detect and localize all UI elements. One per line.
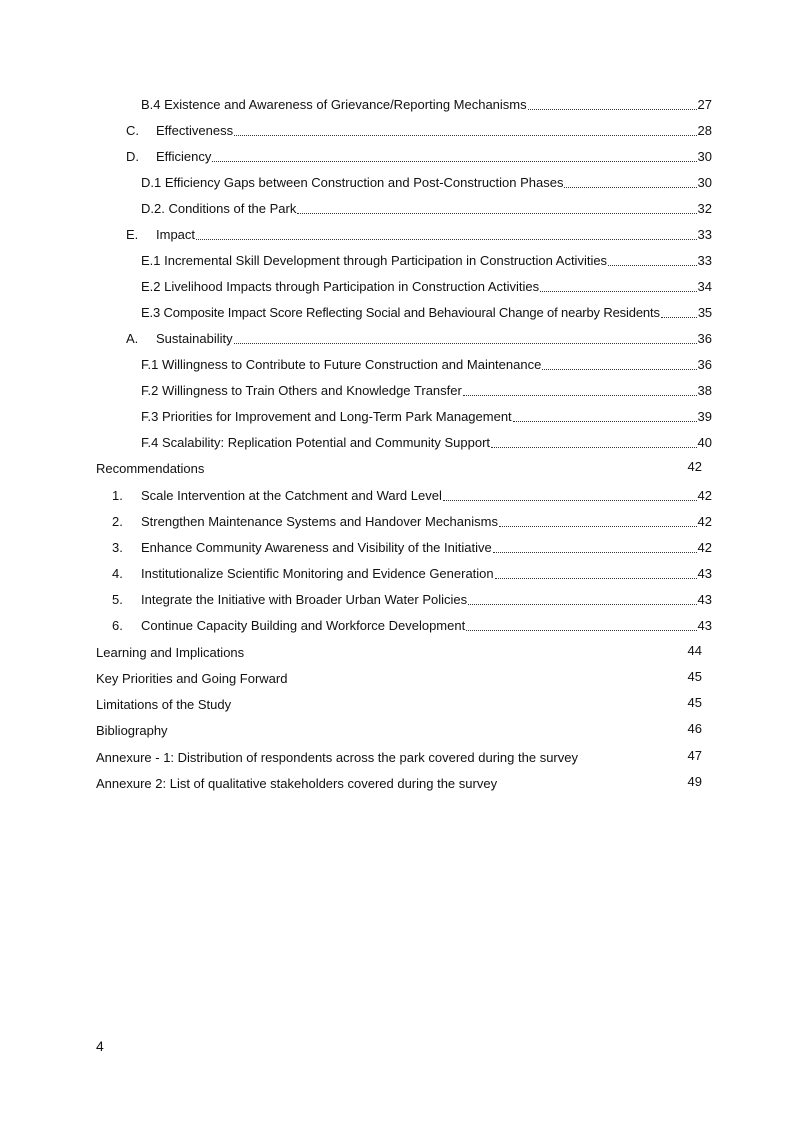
dot-leader xyxy=(528,109,697,110)
toc-entry-label: E.2 Livelihood Impacts through Participation in Construction Activities xyxy=(141,279,540,294)
toc-entry-number: A. xyxy=(126,331,139,346)
dot-leader xyxy=(493,552,697,553)
toc-entry-number: E. xyxy=(126,227,139,242)
toc-entry-page: 30 xyxy=(697,175,712,190)
toc-entry[interactable] xyxy=(141,431,712,451)
toc-entry-label: Key Priorities and Going Forward xyxy=(96,671,288,686)
toc-entry-page: 42 xyxy=(697,488,712,503)
toc-entry-label: Limitations of the Study xyxy=(96,697,232,712)
toc-entry-label: Annexure 2: List of qualitative stakeholders covered during the survey xyxy=(96,776,498,791)
toc-entry-page: 33 xyxy=(697,253,712,268)
toc-entry[interactable] xyxy=(112,562,712,582)
toc-entry-page: 43 xyxy=(697,566,712,581)
toc-entry-page: 45 xyxy=(687,669,702,684)
toc-entry[interactable] xyxy=(126,327,712,347)
toc-entry-page: 49 xyxy=(687,774,702,789)
toc-entry-number: 2. xyxy=(112,514,123,529)
toc-entry-page: 32 xyxy=(697,201,712,216)
toc-entry-label: D.2. Conditions of the Park xyxy=(141,201,297,216)
toc-entry[interactable] xyxy=(96,719,702,739)
toc-entry[interactable] xyxy=(96,667,702,687)
dot-leader xyxy=(491,447,697,448)
toc-entry-number: 5. xyxy=(112,592,123,607)
toc-entry[interactable] xyxy=(141,197,712,217)
toc-entry-label: Effectiveness xyxy=(156,123,234,138)
dot-leader xyxy=(495,578,697,579)
toc-entry[interactable] xyxy=(126,223,712,243)
toc-entry-page: 39 xyxy=(697,409,712,424)
toc-entry-label: Annexure - 1: Distribution of respondents across the park covered during the survey xyxy=(96,750,578,765)
toc-entry-page: 42 xyxy=(697,514,712,529)
toc-entry-label: Bibliography xyxy=(96,723,168,738)
toc-entry-number: C. xyxy=(126,123,139,138)
dot-leader xyxy=(468,604,696,605)
toc-entry-label: E.3 Composite Impact Score Reflecting Social and Behavioural Change of nearby Residents xyxy=(141,305,660,320)
toc-entry[interactable] xyxy=(96,641,702,661)
toc-entry-label: Enhance Community Awareness and Visibility of the Initiative xyxy=(141,540,492,555)
toc-entry-page: 28 xyxy=(697,123,712,138)
toc-entry-page: 42 xyxy=(697,540,712,555)
toc-entry[interactable] xyxy=(141,379,712,399)
toc-entry-number: 1. xyxy=(112,488,123,503)
toc-entry-page: 33 xyxy=(697,227,712,242)
dot-leader xyxy=(234,343,697,344)
toc-entry-label: Scale Intervention at the Catchment and Ward Level xyxy=(141,488,442,503)
toc-entry[interactable] xyxy=(112,484,712,504)
toc-entry[interactable] xyxy=(141,249,712,269)
toc-entry-page: 38 xyxy=(697,383,712,398)
toc-entry-label: E.1 Incremental Skill Development through Participation in Construction Activities xyxy=(141,253,608,268)
toc-entry-page: 34 xyxy=(697,279,712,294)
toc-entry-page: 35 xyxy=(697,305,712,320)
toc-entry[interactable] xyxy=(112,614,712,634)
toc-entry-label: D.1 Efficiency Gaps between Construction and Post-Construction Phases xyxy=(141,175,564,190)
toc-entry-label: Strengthen Maintenance Systems and Handover Mechanisms xyxy=(141,514,498,529)
toc-entry-label: F.2 Willingness to Train Others and Knowledge Transfer xyxy=(141,383,462,398)
page-number: 4 xyxy=(96,1038,104,1054)
dot-leader xyxy=(297,213,696,214)
toc-entry-label: F.4 Scalability: Replication Potential and Community Support xyxy=(141,435,491,450)
toc-entry-page: 40 xyxy=(697,435,712,450)
toc-entry-number: 3. xyxy=(112,540,123,555)
dot-leader xyxy=(463,395,697,396)
dot-leader xyxy=(564,187,696,188)
toc-entry-page: 36 xyxy=(697,331,712,346)
toc-entry[interactable] xyxy=(96,746,702,766)
toc-entry[interactable] xyxy=(141,353,712,373)
dot-leader xyxy=(212,161,696,162)
toc-entry-label: Efficiency xyxy=(156,149,212,164)
toc-entry[interactable] xyxy=(96,693,702,713)
toc-entry-page: 27 xyxy=(697,97,712,112)
dot-leader xyxy=(661,317,697,318)
toc-entry[interactable] xyxy=(141,301,712,321)
toc-entry[interactable] xyxy=(112,588,712,608)
dot-leader xyxy=(608,265,696,266)
toc-entry-page: 43 xyxy=(697,618,712,633)
dot-leader xyxy=(466,630,696,631)
toc-entry-label: Recommendations xyxy=(96,461,205,476)
dot-leader xyxy=(499,526,697,527)
toc-entry[interactable] xyxy=(112,536,712,556)
toc-entry-label: F.3 Priorities for Improvement and Long-Term Park Management xyxy=(141,409,512,424)
dot-leader xyxy=(540,291,696,292)
toc-entry-page: 47 xyxy=(687,748,702,763)
toc-entry[interactable] xyxy=(96,772,702,792)
dot-leader xyxy=(196,239,697,240)
toc-entry[interactable] xyxy=(141,171,712,191)
toc-entry-label: B.4 Existence and Awareness of Grievance/Reporting Mechanisms xyxy=(141,97,527,112)
toc-entry-label: Integrate the Initiative with Broader Urban Water Policies xyxy=(141,592,468,607)
toc-entry-label: Learning and Implications xyxy=(96,645,245,660)
toc-entry-page: 46 xyxy=(687,721,702,736)
toc-entry-label: Sustainability xyxy=(156,331,233,346)
toc-entry-label: Institutionalize Scientific Monitoring and Evidence Generation xyxy=(141,566,494,581)
toc-entry-label: F.1 Willingness to Contribute to Future Construction and Maintenance xyxy=(141,357,542,372)
dot-leader xyxy=(542,369,696,370)
toc-entry[interactable] xyxy=(141,93,712,113)
toc-entry[interactable] xyxy=(141,405,712,425)
toc-entry-number: 4. xyxy=(112,566,123,581)
toc-entry-label: Impact xyxy=(156,227,196,242)
toc-entry-page: 36 xyxy=(697,357,712,372)
toc-entry[interactable] xyxy=(126,119,712,139)
dot-leader xyxy=(234,135,696,136)
dot-leader xyxy=(513,421,697,422)
toc-entry[interactable] xyxy=(96,457,702,477)
toc-entry[interactable] xyxy=(112,510,712,530)
toc-entry-page: 30 xyxy=(697,149,712,164)
toc-entry[interactable] xyxy=(141,275,712,295)
toc-entry-number: D. xyxy=(126,149,139,164)
toc-entry-page: 42 xyxy=(687,459,702,474)
toc-entry-page: 45 xyxy=(687,695,702,710)
toc-entry-page: 43 xyxy=(697,592,712,607)
toc-entry[interactable] xyxy=(126,145,712,165)
dot-leader xyxy=(443,500,697,501)
toc-entry-page: 44 xyxy=(687,643,702,658)
toc-entry-label: Continue Capacity Building and Workforce Development xyxy=(141,618,466,633)
toc-entry-number: 6. xyxy=(112,618,123,633)
